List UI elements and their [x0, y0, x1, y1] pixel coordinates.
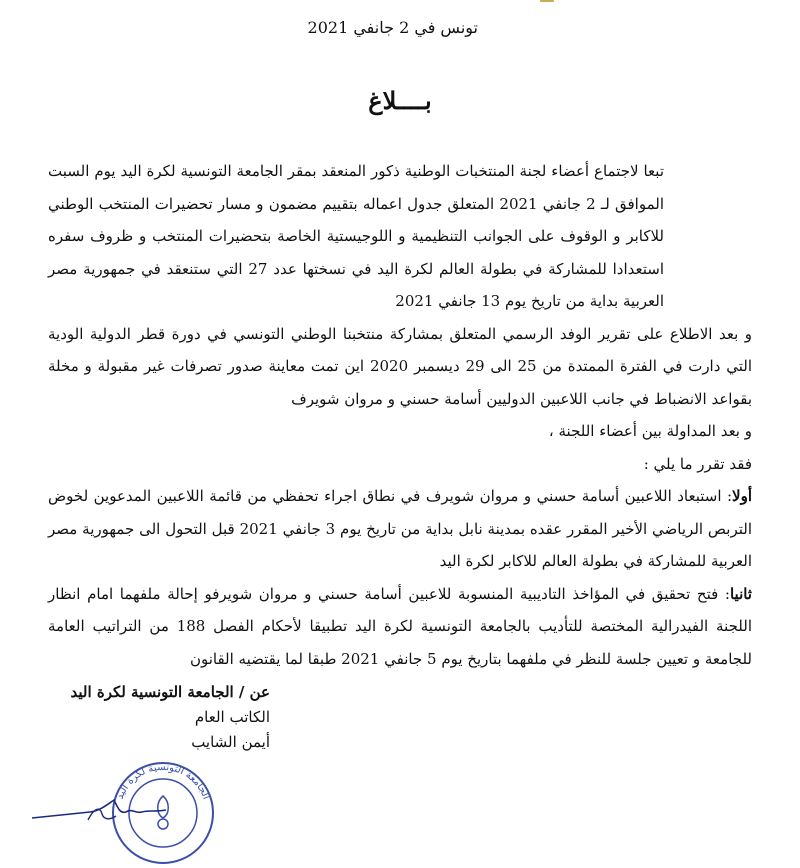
paragraph-decision-intro: فقد تقرر ما يلي :	[643, 454, 752, 473]
paragraph-decision-first	[48, 480, 752, 578]
decision-second-text: : فتح تحقيق في المؤاخذ التاديبية المنسوبة للاعبين أسامة حسني و مروان شويرفو إحالة ملفهما امام انظار اللجنة الفيدرالية المختصة للتأديب بالجامعة التونسية لكرة اليد تطبيقا لأحكام الفصل 188 من التراتيب العامة للجامعة و تعيين جلسة للنظر في ملفهما بتاريخ يوم 5 جانفي 2021 طبقا لما يقتضيه القانون	[48, 584, 752, 668]
document-body	[48, 155, 752, 675]
decision-first-text: : استبعاد اللاعبين أسامة حسني و مروان شويرف في نطاق اجراء تحفظي من قائمة اللاعبين المدعوين لخوض التربص الرياضي الأخير المقرر عقده بمدينة نابل بداية من تاريخ يوم 3 جانفي 2021 قبل التحول الى جمهورية مصر العربية للمشاركة في بطولة العالم للاكابر لكرة اليد	[48, 487, 753, 570]
signature-role: الكاتب العام	[194, 708, 270, 726]
handwritten-signature-icon	[30, 790, 170, 830]
decision-second-label: ثانيا	[729, 584, 752, 603]
paragraph-preamble: تبعا لاجتماع أعضاء لجنة المنتخبات الوطنية ذكور المنعقد بمقر الجامعة التونسية لكرة اليد يوم السبت الموافق لـ 2 جانفي 2021 المتعلق جدول اعماله بتقييم مضمون و مسار تحضيرات المنتخب الوطني للاكابر و الوقوف على الجوانب التنظيمية و اللوجيستية الخاصة بتحضيرات المنتخب و ظروف سفره استعدادا للمشاركة في بطولة العالم لكرة اليد في نسختها عدد 27 التي ستنعقد في جمهورية مصر العربية بداية من تاريخ يوم 13 جانفي 2021	[48, 162, 664, 310]
stamp-text: الجامعة التونسية لكرة اليد	[114, 761, 212, 801]
signature-block	[70, 680, 270, 755]
paragraph-report: و بعد الاطلاع على تقرير الوفد الرسمي المتعلق بمشاركة منتخبنا الوطني التونسي في دورة قطر الدولية الودية التي دارت في الفترة الممتدة من 25 الى 29 ديسمبر 2020 اين تمت معاينة صدور تصرفات غير مقبولة و مخلة بقواعد الانضباط في جانب اللاعبين الدوليين أسامة حسني و مروان شويرف	[48, 324, 752, 408]
header-logo-fragment	[540, 0, 554, 6]
document-date: تونس في 2 جانفي 2021	[307, 18, 478, 37]
document-title: بــــلاغ	[368, 86, 432, 115]
signature-org: عن / الجامعة التونسية لكرة اليد	[70, 683, 270, 701]
signature-name: أيمن الشايب	[191, 733, 270, 751]
decision-first-label: أولا	[732, 487, 752, 505]
paragraph-decision-second	[48, 578, 752, 676]
paragraph-deliberation: و بعد المداولة بين أعضاء اللجنة ،	[548, 422, 752, 440]
